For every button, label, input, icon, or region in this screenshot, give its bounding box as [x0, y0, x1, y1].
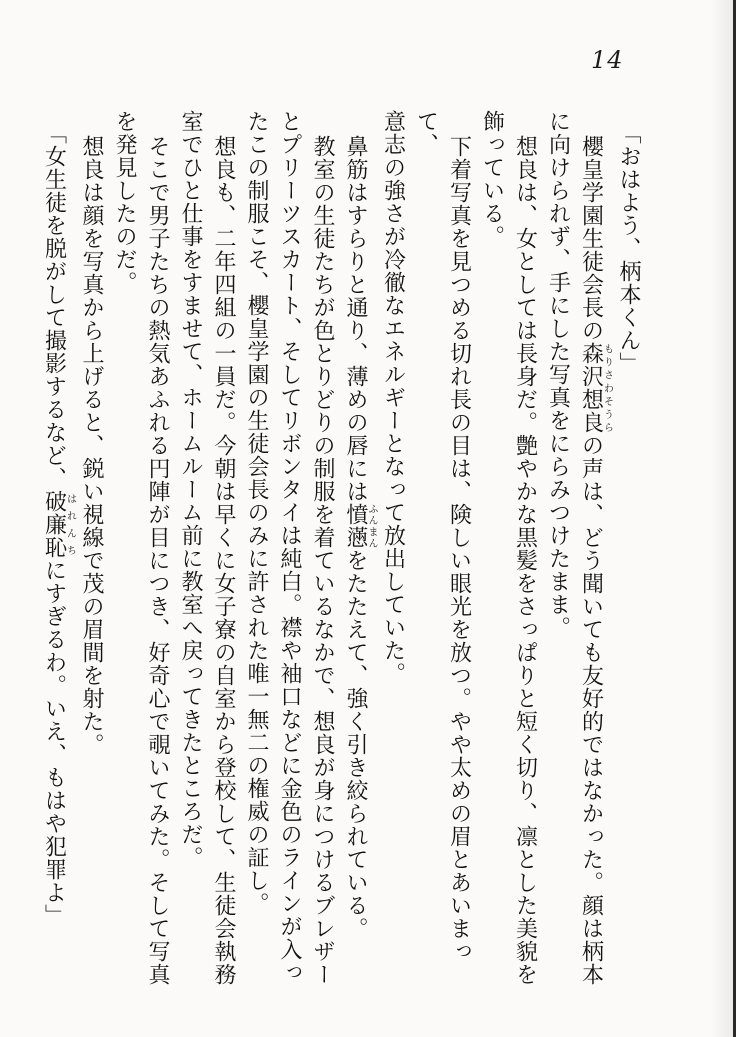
- text-line: 「おはよう、柄本くん」: [616, 122, 641, 376]
- text-line: 鼻筋はすらりと通り、薄めの唇には憤懣ふんまんをたたえて、強く引き絞られている。: [343, 135, 377, 941]
- ruby-annotated-word: 破廉恥はれんち: [41, 490, 76, 560]
- text-line: 飾っている。: [479, 110, 505, 248]
- text-line: 教室の生徒たちが色とりどりの制服を着ているなかで、想良が身につけるブレザー: [310, 135, 335, 987]
- text-line: とプリーツスカート、そしてリボンタイは純白。襟や袖口などに金色のラインが入っ: [277, 110, 302, 984]
- text-line: 「女生徒を脱がして撮影するなど、破廉恥はれんちにすぎるわ。いえ、もはや犯罪よ」: [41, 122, 76, 928]
- text-line: 想良も、二年四組の一員だ。今朝は早くに女子寮の自室から登校して、生徒会執務: [211, 135, 236, 987]
- page-number: 14: [591, 46, 624, 74]
- text-line: 想良は顔を写真から上げると、鋭い視線で茂の眉間を射た。: [79, 135, 104, 757]
- text-line: 意志の強さが冷徹なエネルギーとなって放出していた。: [380, 110, 406, 685]
- text-line: 室でひと仕事をすませて、ホームルーム前に教室へ戻ってきたところだ。: [178, 110, 203, 869]
- ruby-annotated-word: 森沢想良もりさわそうら: [578, 342, 613, 435]
- ruby-annotated-word: 憤懣ふんまん: [343, 503, 377, 550]
- text-line: を発見したのだ。: [112, 110, 137, 294]
- text-line: たこの制服こそ、櫻皇学園の生徒会長のみに許された唯一無二の権威の証し。: [244, 110, 269, 915]
- body-text: [38, 110, 646, 990]
- text-line: そこで男子たちの熱気あふれる円陣が目につき、好奇心で覗いてみた。そして写真: [145, 135, 170, 987]
- text-line: 下着写真を見つめる切れ長の目は、険しい眼光を放つ。やや太めの眉とあいまって、: [413, 110, 472, 964]
- text-line: 櫻皇学園生徒会長の森沢想良もりさわそうらの声は、どう聞いても友好的ではなかった。顔は柄本: [578, 135, 613, 987]
- text-line: 想良は、女としては長身だ。艶やかな黒髪をさっぱりと短く切り、凛とした美貌を: [512, 135, 538, 987]
- text-line: に向けられず、手にした写真をにらみつけたまま。: [545, 110, 571, 639]
